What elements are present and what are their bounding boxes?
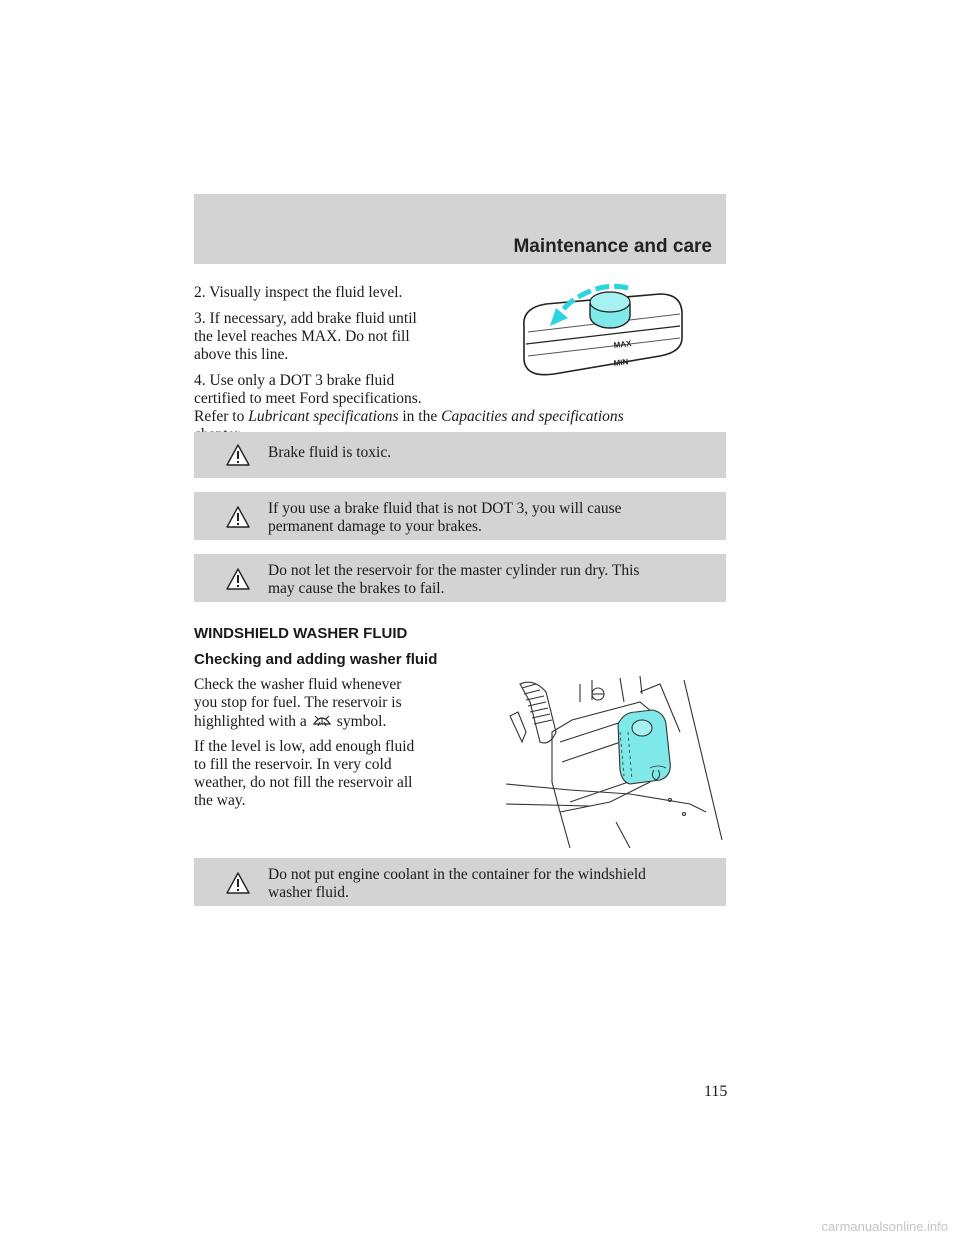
washer-fluid-icon xyxy=(311,712,333,728)
warning-box-coolant xyxy=(194,858,726,906)
watermark[interactable]: carmanualsonline.info xyxy=(821,1219,948,1234)
warning-line: Do not let the reservoir for the master cylinder run dry. This xyxy=(268,562,640,579)
step-4-line-2: certified to meet Ford specifications. xyxy=(194,390,422,407)
warning-box-run-dry xyxy=(194,554,726,602)
low-line-4: the way. xyxy=(194,792,246,809)
warning-box-toxic xyxy=(194,432,726,478)
step-2: 2. Visually inspect the fluid level. xyxy=(194,284,403,301)
refer-to-text: Refer to xyxy=(194,408,249,425)
warning-box-dot3 xyxy=(194,492,726,540)
lubricant-specifications-ref: Lubricant specifications xyxy=(248,408,399,425)
warning-line: Do not put engine coolant in the container for the windshield xyxy=(268,866,646,883)
warning-line: washer fluid. xyxy=(268,884,349,901)
brake-reservoir-diagram xyxy=(510,280,690,380)
low-line-1: If the level is low, add enough fluid xyxy=(194,738,415,755)
warning-triangle-icon xyxy=(226,568,250,590)
check-line-2: you stop for fuel. The reservoir is xyxy=(194,694,402,711)
step-3-line-2: the level reaches MAX. Do not fill xyxy=(194,328,410,345)
warning-triangle-icon xyxy=(226,444,250,466)
page-number: 115 xyxy=(704,1083,728,1100)
max-label: MAX xyxy=(613,338,632,350)
step-4-line-1: 4. Use only a DOT 3 brake fluid xyxy=(194,372,395,389)
section-heading: WINDSHIELD WASHER FLUID xyxy=(194,625,408,642)
warning-line: permanent damage to your brakes. xyxy=(268,518,482,535)
check-line-3-start: highlighted with a xyxy=(194,713,307,730)
warning-line: may cause the brakes to fail. xyxy=(268,580,445,597)
low-line-3: weather, do not fill the reservoir all xyxy=(194,774,413,791)
step-4-line-3 xyxy=(194,408,624,426)
warning-triangle-icon xyxy=(226,506,250,528)
warning-triangle-icon xyxy=(226,872,250,894)
warning-line: Brake fluid is toxic. xyxy=(268,444,392,461)
washer-cap xyxy=(632,720,652,736)
warning-text xyxy=(268,444,708,462)
chapter-header-band xyxy=(194,194,726,264)
check-line-3-end: symbol. xyxy=(336,713,387,730)
chapter-title: Maintenance and care xyxy=(513,236,712,257)
warning-text xyxy=(268,866,708,902)
warning-line: If you use a brake fluid that is not DOT 3, you will cause xyxy=(268,500,622,517)
warning-text xyxy=(268,500,708,536)
washer-reservoir-illustration xyxy=(500,672,726,848)
warning-text xyxy=(268,562,708,598)
check-line-3 xyxy=(194,712,386,731)
section-subheading: Checking and adding washer fluid xyxy=(194,651,438,668)
in-the-text: in the xyxy=(398,408,442,425)
capacities-specifications-ref: Capacities and specifications xyxy=(441,408,624,425)
check-line-1: Check the washer fluid whenever xyxy=(194,676,402,693)
step-3-line-3: above this line. xyxy=(194,346,289,363)
low-line-2: to fill the reservoir. In very cold xyxy=(194,756,392,773)
step-3-line-1: 3. If necessary, add brake fluid until xyxy=(194,310,417,327)
min-label: MIN xyxy=(613,357,629,368)
